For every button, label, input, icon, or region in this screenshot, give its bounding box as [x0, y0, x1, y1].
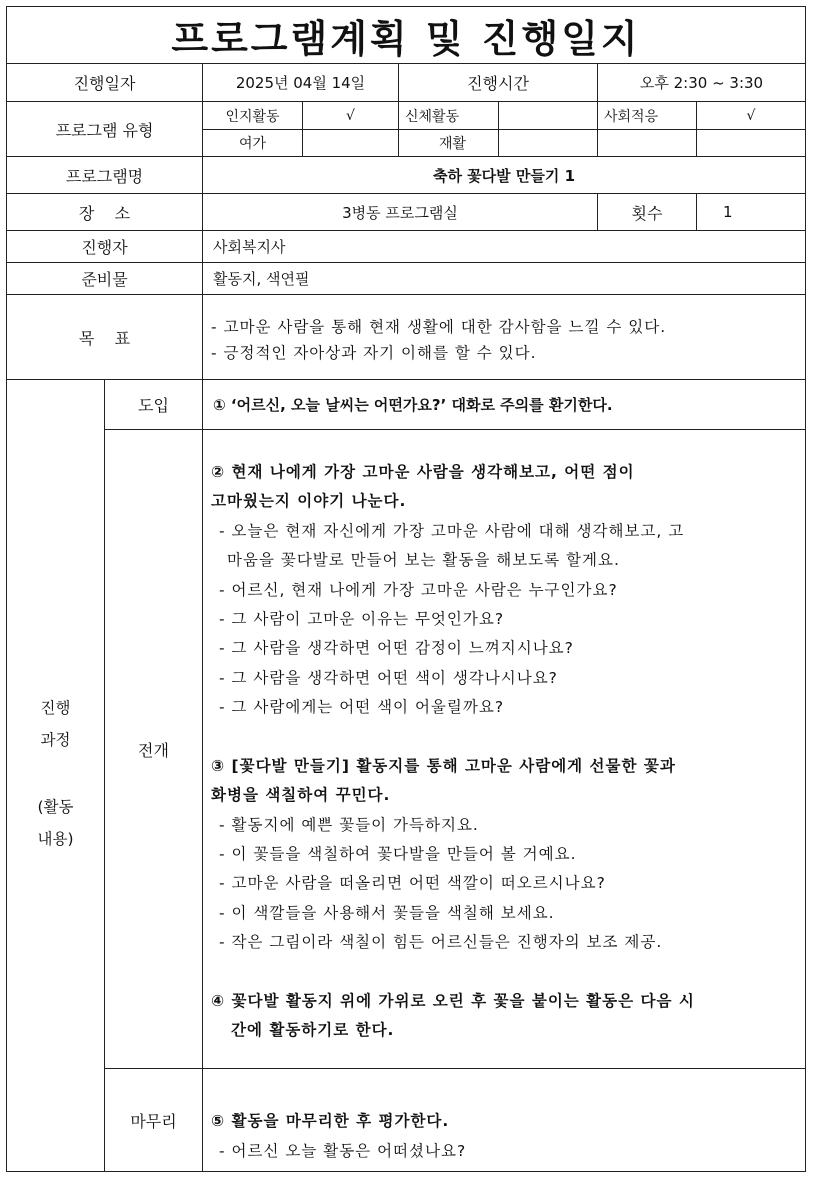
type-empty-2	[696, 129, 806, 157]
goal-line: - 긍정적인 자아상과 자기 이해를 할 수 있다.	[211, 344, 537, 362]
step5-title: ⑤ 활동을 마무리한 후 평가한다.	[211, 1112, 450, 1130]
program-type-label: 프로그램 유형	[6, 101, 203, 157]
step3-line: - 이 색깔들을 사용해서 꽃들을 색칠해 보세요.	[219, 904, 555, 922]
step3-line: - 작은 그림이라 색칠이 힘든 어르신들은 진행자의 보조 제공.	[219, 933, 663, 951]
step3-line: - 이 꽃들을 색칠하여 꽃다발을 만들어 볼 거예요.	[219, 845, 577, 863]
step2-title: ② 현재 나에게 가장 고마운 사람을 생각해보고, 어떤 점이	[211, 463, 635, 481]
step2-line: - 그 사람에게는 어떤 색이 어울릴까요?	[219, 698, 505, 716]
process-label-line: (활동	[37, 798, 74, 816]
process-label-line: 과정	[40, 731, 71, 749]
program-name-value: 축하 꽃다발 만들기 1	[202, 156, 806, 194]
type-social-label: 사회적응	[597, 101, 697, 130]
step2-line: - 오늘은 현재 자신에게 가장 고마운 사람에 대해 생각해보고, 고	[219, 522, 685, 540]
step4-title: ④ 꽃다발 활동지 위에 가위로 오린 후 꽃을 붙이는 활동은 다음 시	[211, 992, 695, 1010]
type-leisure-check	[302, 129, 399, 157]
type-rehab-label: 재활	[398, 129, 499, 157]
step2-line: - 그 사람을 생각하면 어떤 색이 생각나시나요?	[219, 669, 558, 687]
process-label	[6, 379, 105, 1172]
intro-label: 도입	[104, 379, 203, 430]
program-log-form	[6, 6, 806, 1172]
step2-line: - 그 사람이 고마운 이유는 무엇인가요?	[219, 610, 505, 628]
type-cognitive-label: 인지활동	[202, 101, 303, 130]
program-name-label: 프로그램명	[6, 156, 203, 194]
count-label: 횟수	[597, 193, 697, 231]
step3-title: ③ [꽃다발 만들기] 활동지를 통해 고마운 사람에게 선물한 꽃과	[211, 757, 676, 775]
type-leisure-label: 여가	[202, 129, 303, 157]
type-physical-check	[498, 101, 598, 130]
goal-label: 목 표	[6, 294, 203, 380]
main-content	[202, 429, 806, 1069]
leader-label: 진행자	[6, 230, 203, 263]
leader-value: 사회복지사	[202, 230, 806, 263]
step3-title: 화병을 색칠하여 꾸민다.	[211, 786, 391, 804]
closing-content	[202, 1068, 806, 1172]
type-rehab-check	[498, 129, 598, 157]
time-label: 진행시간	[398, 63, 598, 102]
step5-line: - 어르신 오늘 활동은 어떠셨나요?	[219, 1142, 467, 1160]
step3-line: - 활동지에 예쁜 꽃들이 가득하지요.	[219, 816, 479, 834]
type-social-check: √	[696, 101, 806, 130]
step2-line: - 그 사람을 생각하면 어떤 감정이 느껴지시나요?	[219, 639, 574, 657]
place-label: 장 소	[6, 193, 203, 231]
step2-title: 고마웠는지 이야기 나눈다.	[211, 492, 407, 510]
materials-label: 준비물	[6, 262, 203, 295]
closing-label: 마무리	[104, 1068, 203, 1172]
type-cognitive-check: √	[302, 101, 399, 130]
type-physical-label: 신체활동	[398, 101, 499, 130]
main-label: 전개	[104, 429, 203, 1069]
step4-title: 간에 활동하기로 한다.	[231, 1021, 395, 1039]
place-value: 3병동 프로그램실	[202, 193, 598, 231]
step3-line: - 고마운 사람을 떠올리면 어떤 색깔이 떠오르시나요?	[219, 874, 606, 892]
document-title: 프로그램계획 및 진행일지	[6, 6, 806, 64]
step2-line: 마움을 꽃다발로 만들어 보는 활동을 해보도록 할게요.	[227, 551, 620, 569]
process-label-line: 내용)	[37, 830, 74, 848]
time-value: 오후 2:30 ~ 3:30	[597, 63, 806, 102]
count-value: 1	[696, 193, 806, 231]
type-empty-1	[597, 129, 697, 157]
process-label-line: 진행	[40, 699, 71, 717]
materials-value: 활동지, 색연필	[202, 262, 806, 295]
step2-line: - 어르신, 현재 나에게 가장 고마운 사람은 누구인가요?	[219, 581, 618, 599]
date-label: 진행일자	[6, 63, 203, 102]
intro-text: ① ‘어르신, 오늘 날씨는 어떤가요?’ 대화로 주의를 환기한다.	[202, 379, 806, 430]
goal-line: - 고마운 사람을 통해 현재 생활에 대한 감사함을 느낄 수 있다.	[211, 318, 667, 336]
goal-content	[202, 294, 806, 380]
date-value: 2025년 04월 14일	[202, 63, 399, 102]
